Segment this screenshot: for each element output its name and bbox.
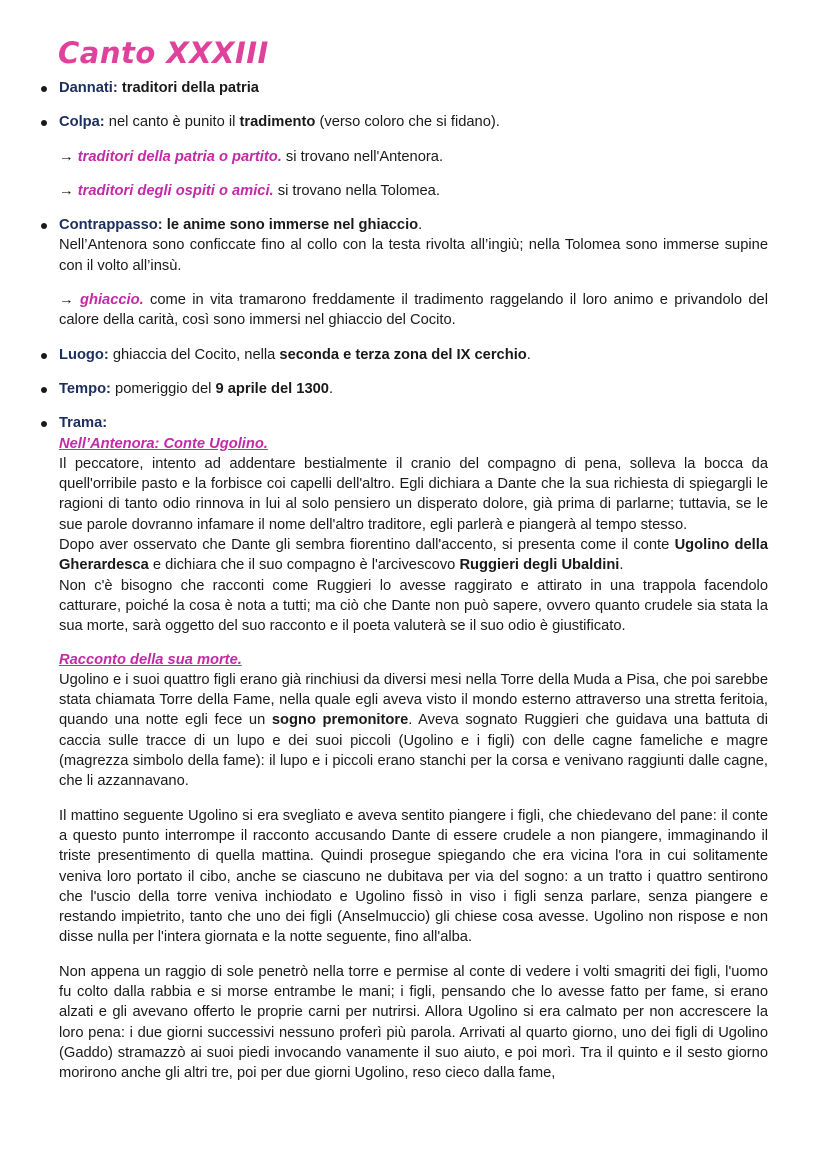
contrappasso-label: Contrappasso: bbox=[59, 217, 163, 234]
contrappasso-arrow-text: come in vita tramarono freddamente il tradimento raggelando il loro animo e privandolo del calore della carità, così sono immersi nel ghiaccio del Cocito. bbox=[59, 292, 768, 329]
document-body bbox=[59, 78, 768, 1083]
tempo-dot: . bbox=[328, 380, 334, 397]
trama-paragraph-4 bbox=[59, 670, 768, 792]
colpa-bold: tradimento bbox=[239, 114, 316, 131]
colpa-text: nel canto è punito il bbox=[108, 114, 236, 131]
bullet-colpa bbox=[59, 112, 768, 132]
trama-paragraph-2 bbox=[59, 535, 768, 576]
section-heading-racconto: Racconto della sua morte. bbox=[59, 651, 242, 668]
colpa-arrow1-text: si trovano nell'Antenora. bbox=[285, 148, 444, 165]
p2-bold-ugolino: Ugolino della Gherardesca bbox=[59, 537, 768, 574]
p2-dot: . bbox=[619, 557, 624, 574]
luogo-dot: . bbox=[526, 346, 531, 363]
luogo-bold: seconda e terza zona del IX cerchio bbox=[279, 346, 527, 363]
p2-text-a: Dopo aver osservato che Dante gli sembra fiorentino dall'accento, si presenta come il conte bbox=[59, 537, 670, 554]
tempo-bold: 9 aprile del 1300 bbox=[215, 380, 329, 397]
bullet-luogo bbox=[59, 345, 768, 365]
p2-bold-ruggieri: Ruggieri degli Ubaldini bbox=[459, 557, 620, 574]
trama-paragraph-5: Il mattino seguente Ugolino si era svegliato e aveva sentito piangere i figli, che chiedevano del pane: il conte a questo punto interrompe il racconto accusando Dante di essere crudele a non piangere, immaginando il triste presentimento di quella mattina. Quindi prosegue spiegando che era vicina l'ora in cui solitamente veniva loro portato il cibo, anche se ciascuno ne dubitava per via del sogno: a un tratto i quattro sentirono che l'uscio della torre veniva inchiodato e Ugolino fissò in viso i figli senza parlare, senza piangere e restando impietrito, tanto che uno dei figli (Anselmuccio) gli chiese cosa avesse. Ugolino non rispose e non disse nulla per l'intera giornata e la notte seguente, fino all'alba. bbox=[59, 807, 768, 946]
colpa-arrow2-text: si trovano nella Tolomea. bbox=[277, 182, 440, 199]
trama-paragraph-1: Il peccatore, intento ad addentare bestialmente il cranio del compagno di pena, solleva la bocca da quell'orribile pasto e la forbisce coi capelli dell'altro. Egli dichiara a Dante che la sua richiesta di spiegargli le ragioni di tanto odio rinnova in lui al solo pensiero un disperato dolore, già prima di parlarne; tuttavia, se le sue parole dovranno infamare il nome dell'altro traditore, egli parlerà e piangerà al tempo stesso. bbox=[59, 455, 768, 533]
colpa-text-end: (verso coloro che si fidano). bbox=[319, 114, 500, 131]
p4-text-a: Ugolino e i suoi quattro figli erano già rinchiusi da diversi mesi nella Torre della Muda a Pisa, che poi sarebbe stata chiamata Torre della Fame, nella quale egli aveva visto il mondo esterno attraverso una stretta feritoia, quando una notte egli fece un bbox=[59, 671, 768, 729]
luogo-label: Luogo: bbox=[59, 346, 109, 363]
contrappasso-arrow bbox=[59, 290, 768, 331]
dannati-label: Dannati: bbox=[59, 80, 118, 96]
section-heading-antenora: Nell’Antenora: Conte Ugolino. bbox=[59, 435, 268, 452]
bullet-dannati bbox=[59, 78, 768, 98]
luogo-text: ghiaccia del Cocito, nella bbox=[112, 346, 276, 363]
arrow-icon: → bbox=[59, 292, 74, 309]
trama-paragraph-6: Non appena un raggio di sole penetrò nella torre e permise al conte di vedere i volti smagriti dei figli, l'uomo fu colto dalla rabbia e si morse entrambe le mani; i figli, pensando che lo avesse fatto per fame, si erano alzati e gli avevano offerto le proprie carni per nutrirsi. Allora Ugolino si era calmato per non accrescere la loro pena: i due giorni successivi nessuno proferì più parola. Arrivati al quarto giorno, uno dei figli di Ugolino (Gaddo) stramazzò ai suoi piedi invocando vanamente il suo aiuto, e poi morì. Tra il quinto e il sesto giorno morirono anche gli altri tre, poi per due giorni Ugolino, reso cieco dalla fame, bbox=[59, 963, 768, 1082]
contrappasso-text: Nell’Antenora sono conficcate fino al collo con la testa rivolta all’ingiù; nella Tolomea sono immerse supine con il volto all’insù. bbox=[59, 237, 768, 274]
p4-bold-sogno: sogno premonitore bbox=[271, 712, 409, 729]
colpa-arrow2-em: traditori degli ospiti o amici. bbox=[77, 182, 274, 199]
arrow-icon: → bbox=[59, 148, 74, 165]
colpa-arrow-tolomea bbox=[59, 181, 768, 201]
colpa-arrow1-em: traditori della patria o partito. bbox=[77, 148, 282, 165]
p4-text-c: . Aveva sognato Ruggieri che guidava una battuta di caccia sulle tracce di un lupo e dei suoi piccoli (Ugolino e i figli) con delle cagne fameliche e magre (magrezza simbolo della fame): il lupo e i piccoli erano stanchi per la corsa e venivano raggiunti dalle cagne, che li azzannavano. bbox=[59, 712, 768, 790]
p2-text-c: e dichiara che il suo compagno è l'arcivescovo bbox=[152, 557, 456, 574]
contrappasso-bold: le anime sono immerse nel ghiaccio bbox=[166, 217, 419, 234]
bullet-tempo bbox=[59, 379, 768, 399]
page-title: Canto XXXIII bbox=[58, 36, 269, 70]
tempo-text: pomeriggio del bbox=[115, 380, 212, 397]
trama-label: Trama: bbox=[59, 415, 108, 432]
tempo-label: Tempo: bbox=[59, 380, 111, 397]
arrow-icon: → bbox=[59, 182, 74, 199]
dannati-value: traditori della patria bbox=[121, 80, 259, 96]
contrappasso-arrow-em: ghiaccio. bbox=[80, 292, 144, 309]
contrappasso-dot: . bbox=[418, 217, 423, 234]
bullet-contrappasso bbox=[59, 215, 768, 276]
trama-paragraph-3: Non c'è bisogno che racconti come Ruggieri lo avesse raggirato e attirato in una trappola facendolo catturare, poiché la cosa è nota a tutti; ma ciò che Dante non può sapere, ovvero quanto crudele sia stata la sua morte, sarà oggetto del suo racconto e il poeta valuterà se il suo odio è giustificato. bbox=[59, 577, 768, 635]
bullet-trama bbox=[59, 413, 768, 1083]
colpa-arrow-antenora bbox=[59, 147, 768, 167]
colpa-label: Colpa: bbox=[59, 114, 105, 131]
